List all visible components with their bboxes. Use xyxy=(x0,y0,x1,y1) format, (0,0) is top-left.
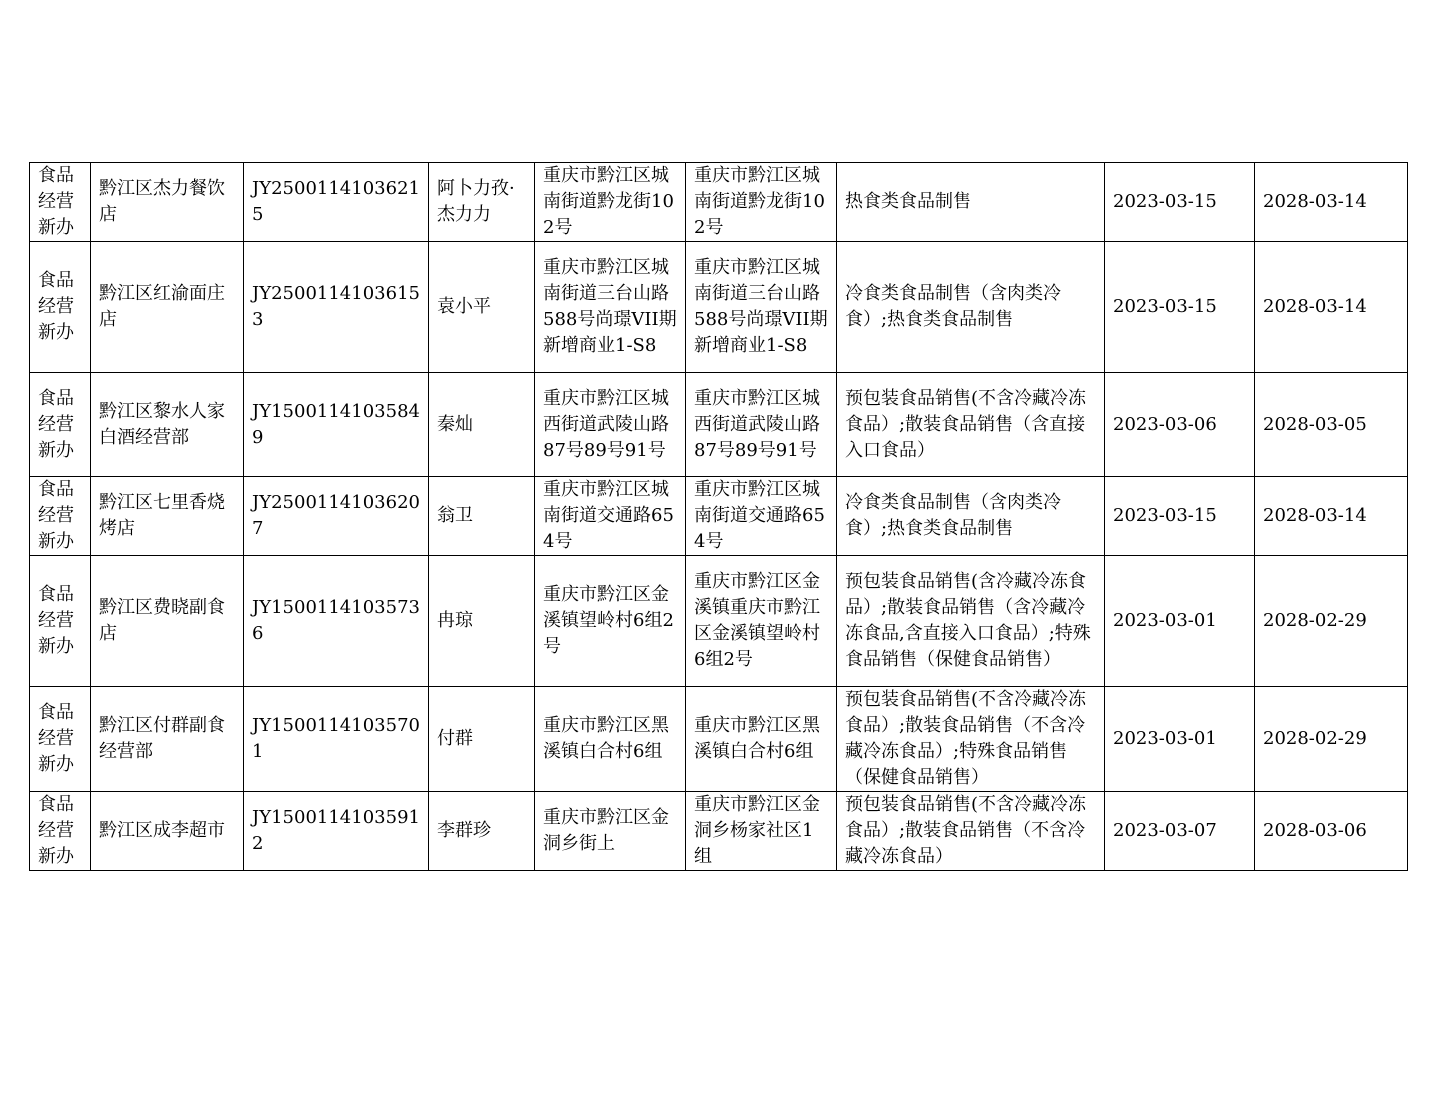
expiry-date-cell: 2028-03-06 xyxy=(1255,792,1408,871)
business-scope-cell: 预包装食品销售(不含冷藏冷冻食品）;散装食品销售（不含冷藏冷冻食品） xyxy=(837,792,1105,871)
license-type-cell: 食品经营新办 xyxy=(30,687,91,792)
registered-address-cell: 重庆市黔江区金洞乡街上 xyxy=(535,792,686,871)
license-number-cell: JY25001141036153 xyxy=(244,242,429,373)
table-row xyxy=(30,163,1408,242)
premises-address-cell: 重庆市黔江区城西街道武陵山路87号89号91号 xyxy=(686,373,837,477)
issue-date-cell: 2023-03-06 xyxy=(1105,373,1255,477)
table-row xyxy=(30,477,1408,556)
license-type-cell: 食品经营新办 xyxy=(30,477,91,556)
registered-address-cell: 重庆市黔江区城南街道三台山路588号尚璟VII期新增商业1-S8 xyxy=(535,242,686,373)
registered-address-cell: 重庆市黔江区城南街道黔龙街102号 xyxy=(535,163,686,242)
table-row xyxy=(30,373,1408,477)
issue-date-cell: 2023-03-15 xyxy=(1105,242,1255,373)
expiry-date-cell: 2028-03-14 xyxy=(1255,477,1408,556)
business-name-cell: 黔江区红渝面庄店 xyxy=(91,242,244,373)
premises-address-cell: 重庆市黔江区城南街道三台山路588号尚璟VII期新增商业1-S8 xyxy=(686,242,837,373)
business-scope-cell: 预包装食品销售(不含冷藏冷冻食品）;散装食品销售（不含冷藏冷冻食品）;特殊食品销售（保健食品销售） xyxy=(837,687,1105,792)
legal-person-cell: 袁小平 xyxy=(429,242,535,373)
issue-date-cell: 2023-03-01 xyxy=(1105,687,1255,792)
premises-address-cell: 重庆市黔江区金溪镇重庆市黔江区金溪镇望岭村6组2号 xyxy=(686,556,837,687)
premises-address-cell: 重庆市黔江区黑溪镇白合村6组 xyxy=(686,687,837,792)
license-type-cell: 食品经营新办 xyxy=(30,163,91,242)
business-name-cell: 黔江区成李超市 xyxy=(91,792,244,871)
business-scope-cell: 预包装食品销售(含冷藏冷冻食品）;散装食品销售（含冷藏冷冻食品,含直接入口食品）;特殊食品销售（保健食品销售） xyxy=(837,556,1105,687)
table-row xyxy=(30,792,1408,871)
expiry-date-cell: 2028-02-29 xyxy=(1255,687,1408,792)
license-type-cell: 食品经营新办 xyxy=(30,556,91,687)
business-name-cell: 黔江区黎水人家白酒经营部 xyxy=(91,373,244,477)
business-name-cell: 黔江区费晓副食店 xyxy=(91,556,244,687)
registered-address-cell: 重庆市黔江区城西街道武陵山路87号89号91号 xyxy=(535,373,686,477)
expiry-date-cell: 2028-02-29 xyxy=(1255,556,1408,687)
legal-person-cell: 付群 xyxy=(429,687,535,792)
business-name-cell: 黔江区杰力餐饮店 xyxy=(91,163,244,242)
premises-address-cell: 重庆市黔江区城南街道黔龙街102号 xyxy=(686,163,837,242)
license-number-cell: JY15001141035849 xyxy=(244,373,429,477)
business-name-cell: 黔江区付群副食经营部 xyxy=(91,687,244,792)
expiry-date-cell: 2028-03-05 xyxy=(1255,373,1408,477)
premises-address-cell: 重庆市黔江区金洞乡杨家社区1组 xyxy=(686,792,837,871)
business-scope-cell: 预包装食品销售(不含冷藏冷冻食品）;散装食品销售（含直接入口食品） xyxy=(837,373,1105,477)
issue-date-cell: 2023-03-15 xyxy=(1105,477,1255,556)
license-number-cell: JY15001141035736 xyxy=(244,556,429,687)
issue-date-cell: 2023-03-07 xyxy=(1105,792,1255,871)
legal-person-cell: 冉琼 xyxy=(429,556,535,687)
business-scope-cell: 冷食类食品制售（含肉类冷食）;热食类食品制售 xyxy=(837,242,1105,373)
premises-address-cell: 重庆市黔江区城南街道交通路654号 xyxy=(686,477,837,556)
license-number-cell: JY15001141035912 xyxy=(244,792,429,871)
business-scope-cell: 热食类食品制售 xyxy=(837,163,1105,242)
table-row xyxy=(30,242,1408,373)
license-number-cell: JY15001141035701 xyxy=(244,687,429,792)
legal-person-cell: 李群珍 xyxy=(429,792,535,871)
expiry-date-cell: 2028-03-14 xyxy=(1255,242,1408,373)
registered-address-cell: 重庆市黔江区城南街道交通路654号 xyxy=(535,477,686,556)
license-type-cell: 食品经营新办 xyxy=(30,792,91,871)
legal-person-cell: 阿卜力孜·杰力力 xyxy=(429,163,535,242)
license-records-table xyxy=(29,162,1408,871)
license-number-cell: JY25001141036207 xyxy=(244,477,429,556)
expiry-date-cell: 2028-03-14 xyxy=(1255,163,1408,242)
business-name-cell: 黔江区七里香烧烤店 xyxy=(91,477,244,556)
registered-address-cell: 重庆市黔江区金溪镇望岭村6组2号 xyxy=(535,556,686,687)
license-number-cell: JY25001141036215 xyxy=(244,163,429,242)
license-type-cell: 食品经营新办 xyxy=(30,373,91,477)
license-type-cell: 食品经营新办 xyxy=(30,242,91,373)
legal-person-cell: 秦灿 xyxy=(429,373,535,477)
table-row xyxy=(30,556,1408,687)
registered-address-cell: 重庆市黔江区黑溪镇白合村6组 xyxy=(535,687,686,792)
issue-date-cell: 2023-03-01 xyxy=(1105,556,1255,687)
table-row xyxy=(30,687,1408,792)
issue-date-cell: 2023-03-15 xyxy=(1105,163,1255,242)
business-scope-cell: 冷食类食品制售（含肉类冷食）;热食类食品制售 xyxy=(837,477,1105,556)
legal-person-cell: 翁卫 xyxy=(429,477,535,556)
